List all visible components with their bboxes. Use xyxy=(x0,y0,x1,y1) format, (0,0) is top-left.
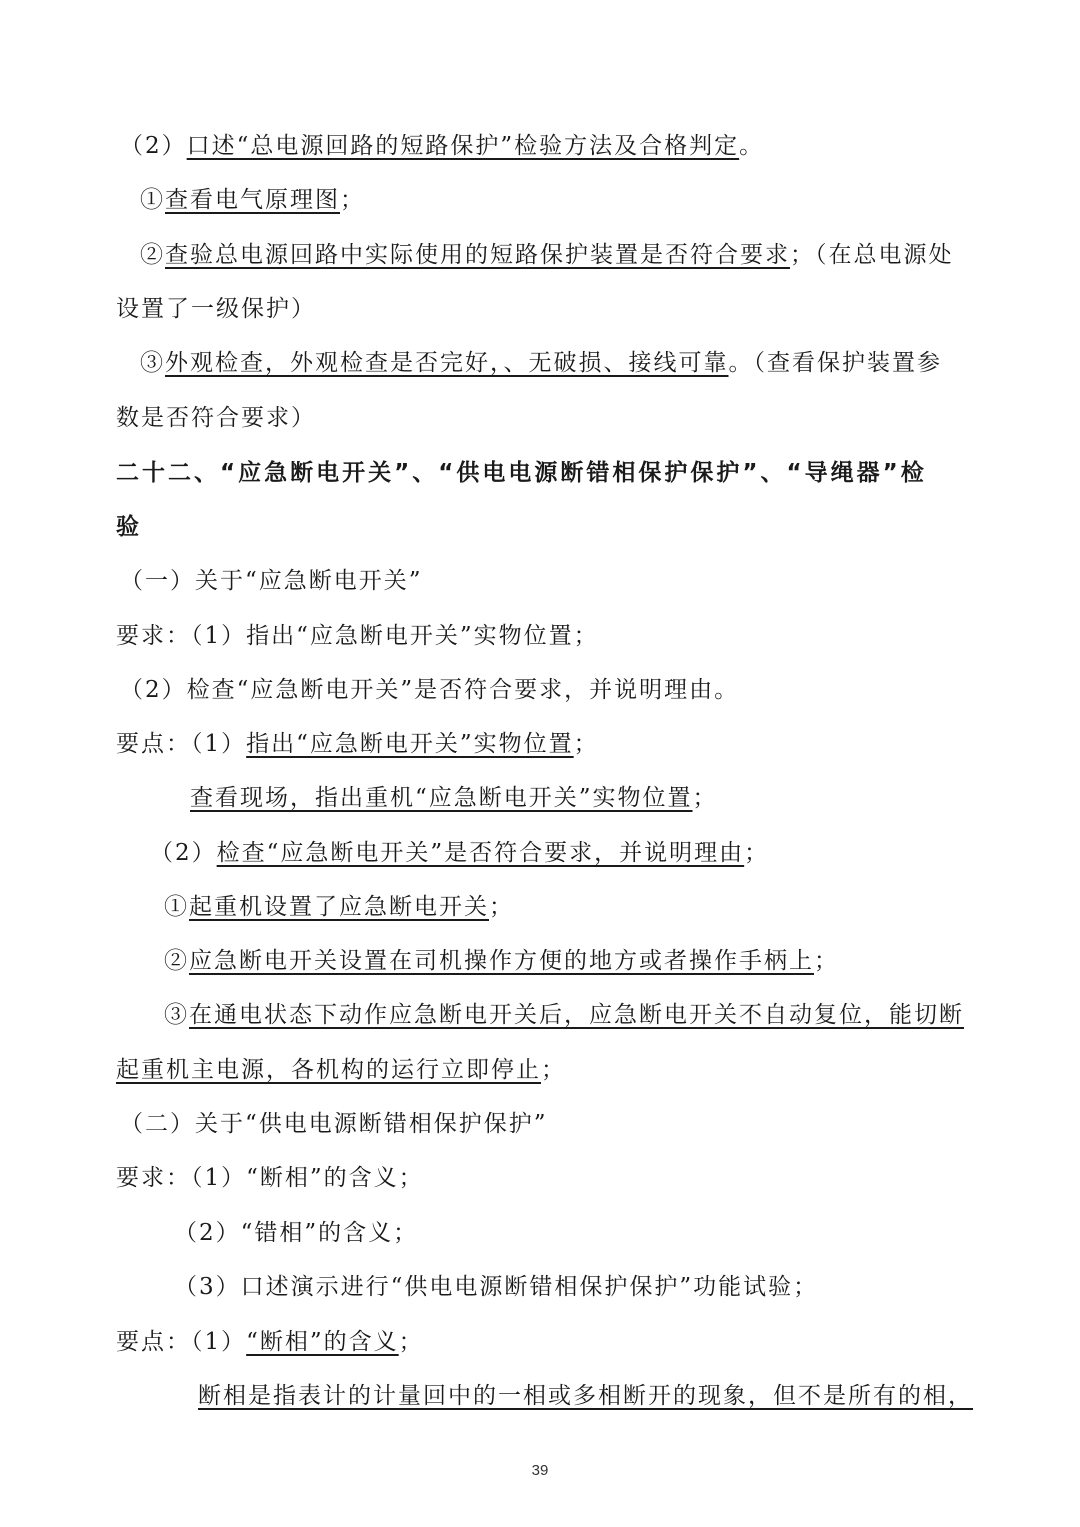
line-15-underlined: 起重机设置了应急断电开关 xyxy=(189,894,489,920)
line-1-prefix: （2） xyxy=(120,133,187,159)
line-11 xyxy=(120,675,739,705)
line-17-underlined: 在通电状态下动作应急断电开关后，应急断电开关不自动复位，能切断 xyxy=(189,1002,964,1028)
line-6 xyxy=(116,403,316,433)
line-9-text: （一）关于“应急断电开关” xyxy=(120,568,423,594)
line-11-text: （2）检查“应急断电开关”是否符合要求，并说明理由。 xyxy=(120,677,740,703)
line-20-text: 要求：（1）“断相”的含义； xyxy=(116,1165,424,1191)
line-21 xyxy=(174,1218,418,1248)
line-13-underlined: 查看现场，指出重机“应急断电开关”实物位置 xyxy=(190,785,693,811)
line-16-prefix: ② xyxy=(164,948,189,974)
line-6-text: 数是否符合要求） xyxy=(116,405,316,431)
line-4-text: 设置了一级保护） xyxy=(116,296,316,322)
line-18-underlined: 起重机主电源，各机构的运行立即停止 xyxy=(116,1057,541,1083)
line-13-suffix: ； xyxy=(692,785,718,811)
line-14-prefix: （2） xyxy=(150,840,217,866)
line-17-prefix: ③ xyxy=(164,1002,189,1028)
line-22-text: （3）口述演示进行“供电电源断错相保护保护”功能试验； xyxy=(174,1274,819,1300)
line-5-suffix: 。（查看保护装置参 xyxy=(728,350,942,376)
line-19-text: （二）关于“供电电源断错相保护保护” xyxy=(120,1111,548,1137)
line-23 xyxy=(116,1327,424,1357)
line-15 xyxy=(164,892,514,922)
line-2-prefix: ① xyxy=(140,187,165,213)
line-12-prefix: 要点：（1） xyxy=(116,731,247,757)
line-15-prefix: ① xyxy=(164,894,189,920)
line-5-prefix: ③ xyxy=(140,350,165,376)
line-18-suffix: ； xyxy=(541,1057,566,1083)
line-2-underlined: 查看电气原理图 xyxy=(165,187,340,213)
line-3-underlined: 查验总电源回路中实际使用的短路保护装置是否符合要求 xyxy=(165,242,790,268)
line-1 xyxy=(120,131,764,161)
line-20 xyxy=(116,1163,424,1193)
line-22 xyxy=(174,1272,818,1302)
line-15-suffix: ； xyxy=(489,894,514,920)
line-9 xyxy=(120,566,423,596)
line-21-text: （2）“错相”的含义； xyxy=(174,1220,419,1246)
line-12-underlined: 指出“应急断电开关”实物位置 xyxy=(246,731,574,757)
section-heading-text: 二十二、“应急断电开关”、“供电电源断错相保护保护”、“导绳器”检 xyxy=(116,460,927,486)
line-23-underlined: “断相”的含义 xyxy=(246,1329,399,1355)
line-2 xyxy=(140,185,365,215)
line-5 xyxy=(140,348,942,378)
line-5-underlined: 外观检查，外观检查是否完好，、无破损、接线可靠 xyxy=(165,350,729,376)
line-3-suffix: ；（在总电源处 xyxy=(790,242,954,268)
line-13 xyxy=(190,783,718,813)
line-24-underlined: 断相是指表计的计量回中的一相或多相断开的现象，但不是所有的相， xyxy=(198,1383,973,1409)
line-2-suffix: ； xyxy=(340,187,365,213)
line-17 xyxy=(164,1000,964,1030)
line-14-suffix: ； xyxy=(744,840,770,866)
page-number: 39 xyxy=(531,1462,549,1479)
line-14-underlined: 检查“应急断电开关”是否符合要求，并说明理由 xyxy=(216,840,745,866)
line-23-suffix: ； xyxy=(398,1329,424,1355)
line-10-text: 要求：（1）指出“应急断电开关”实物位置； xyxy=(116,623,599,649)
line-24 xyxy=(198,1381,973,1411)
line-1-underlined: 口述“总电源回路的短路保护”检验方法及合格判定 xyxy=(186,133,740,159)
line-12 xyxy=(116,729,599,759)
section-heading xyxy=(116,458,927,488)
line-16-underlined: 应急断电开关设置在司机操作方便的地方或者操作手柄上 xyxy=(189,948,814,974)
line-18 xyxy=(116,1055,566,1085)
line-23-prefix: 要点：（1） xyxy=(116,1329,247,1355)
line-3-prefix: ② xyxy=(140,242,165,268)
line-1-suffix: 。 xyxy=(739,133,765,159)
line-14 xyxy=(150,838,769,868)
line-4 xyxy=(116,294,316,324)
line-3 xyxy=(140,240,954,270)
line-16-suffix: ； xyxy=(814,948,839,974)
line-10 xyxy=(116,621,599,651)
line-12-suffix: ； xyxy=(573,731,599,757)
section-heading-cont xyxy=(116,512,142,542)
section-heading-cont-text: 验 xyxy=(116,514,142,540)
line-16 xyxy=(164,946,839,976)
line-19 xyxy=(120,1109,548,1139)
